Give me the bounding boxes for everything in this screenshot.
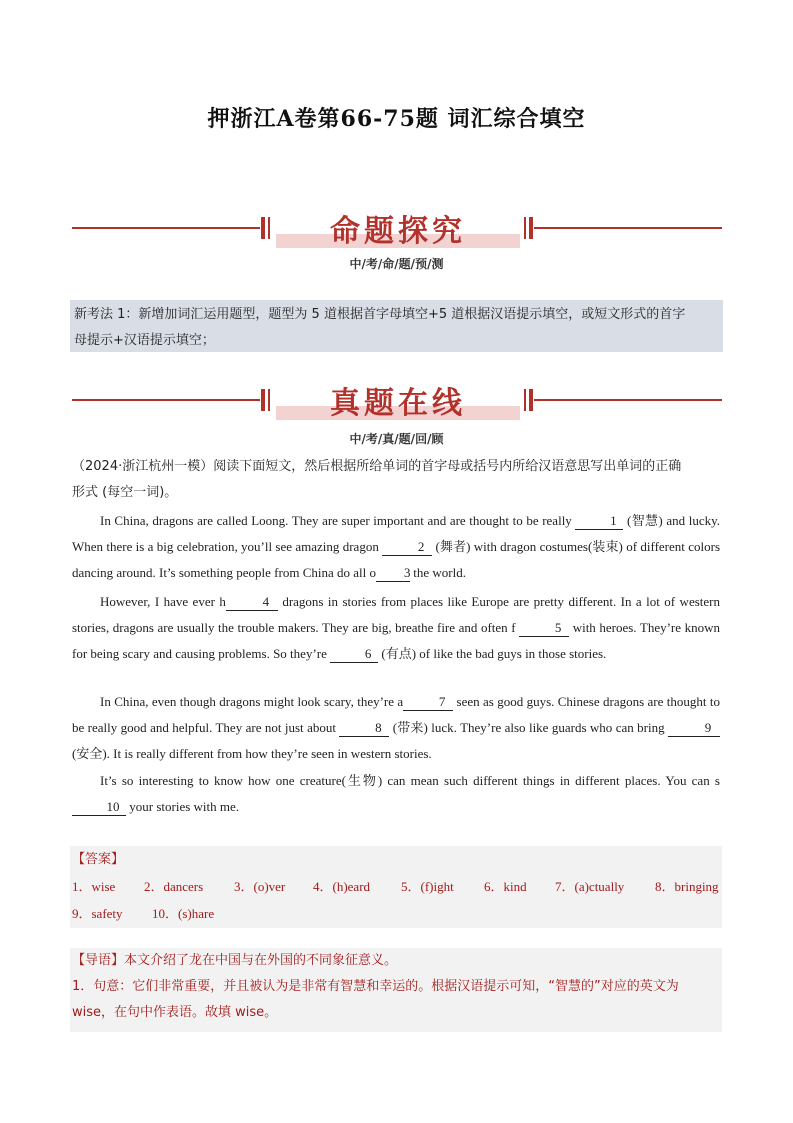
blank-10[interactable]: 10 (72, 799, 126, 816)
answer-item: 9．safety (72, 906, 123, 921)
banner-heading-box (276, 208, 520, 248)
blank-3[interactable]: 3 (376, 565, 410, 582)
passage-text: In China, even though dragons might look scary, they’re a (100, 694, 404, 709)
passage-text: (带来) luck. They’re also like guards who can bring (389, 720, 668, 735)
banner-bar (268, 389, 270, 411)
banner-bar (529, 389, 533, 411)
passage-paragraph-3 (72, 689, 720, 767)
answer-item: 8．bringing (655, 879, 719, 894)
blank-8[interactable]: 8 (339, 720, 389, 737)
banner-rule-right (534, 399, 722, 401)
passage-text: seen as good guys. Chinese dragons are thought to be really good and helpful. They are not just about (72, 694, 720, 735)
blank-6[interactable]: 6 (330, 646, 378, 663)
passage-paragraph-2 (72, 589, 720, 667)
passage-text: dragons in stories from places like Europe are pretty different. In a lot of western stories, dragons are usually the trouble makers. They are big, breathe fire and often f (72, 594, 720, 635)
blank-9[interactable]: 9 (668, 720, 720, 737)
blank-5[interactable]: 5 (519, 620, 569, 637)
section-banner-real-exam (72, 380, 722, 420)
answer-item: 5．(f)ight (401, 879, 454, 894)
section-banner-prediction (72, 208, 722, 248)
answer-item: 1．wise (72, 879, 116, 894)
answer-item: 2．dancers (144, 879, 204, 894)
banner-rule-left (72, 399, 260, 401)
banner-bar (529, 217, 533, 239)
section-heading: 命题探究 (330, 214, 466, 249)
passage-text: (有点) of like the bad guys in those stories. (378, 646, 607, 661)
blank-7[interactable]: 7 (403, 694, 453, 711)
passage-paragraph-1 (72, 508, 720, 586)
note-line: 母提示+汉语提示填空； (74, 333, 215, 348)
passage-text: (智慧) and lucky. When there is a big celebration, you’ll see amazing dragon (72, 513, 721, 554)
banner-heading-box (276, 380, 520, 420)
instructions (72, 454, 720, 506)
section-subheading: 中/考/真/题/回/顾 (349, 432, 444, 446)
banner-bar (524, 389, 526, 411)
answer-heading: 【答案】 (72, 852, 125, 867)
section-heading: 真题在线 (330, 386, 466, 421)
answer-item: 7．(a)ctually (555, 879, 625, 894)
guide-explanation: 1．句意：它们非常重要，并且被认为是非常有智慧和幸运的。根据汉语提示可知，“智慧的”对应的英文为 (72, 979, 679, 994)
passage-text: (安全). It is really different from how they’re seen in western stories. (72, 746, 432, 761)
passage-text: the world. (410, 565, 466, 580)
banner-rule-right (534, 227, 722, 229)
answer-item: 6．kind (484, 879, 527, 894)
blank-4[interactable]: 4 (226, 594, 278, 611)
guide-box (70, 948, 722, 1032)
guide-explanation: wise，在句中作表语。故填 wise。 (72, 1005, 278, 1020)
answer-item: 3．(o)ver (234, 879, 286, 894)
guide-intro: 【导语】本文介绍了龙在中国与在外国的不同象征意义。 (72, 953, 398, 968)
banner-bar (261, 217, 265, 239)
answer-item: 4．(h)eard (313, 879, 371, 894)
passage-text: It’s so interesting to know how one creature(生物) can mean such different things in different places. You can s (100, 773, 720, 788)
section-subheading: 中/考/命/题/预/测 (349, 257, 444, 271)
passage-text: your stories with me. (126, 799, 240, 814)
page-title: 押浙江A卷第66-75题 词汇综合填空 (207, 106, 586, 132)
instruction-line: （2024·浙江杭州一模）阅读下面短文，然后根据所给单词的首字母或括号内所给汉语意思写出单词的正确 (72, 459, 682, 474)
passage-text: In China, dragons are called Loong. They are super important and are thought to be really (100, 513, 576, 528)
note-line: 新考法 1：新增加词汇运用题型，题型为 5 道根据首字母填空+5 道根据汉语提示填空，或短文形式的首字 (74, 307, 686, 322)
passage-text: However, I have ever h (100, 594, 226, 609)
blank-2[interactable]: 2 (382, 539, 432, 556)
banner-bar (261, 389, 265, 411)
exam-note-box (70, 300, 723, 352)
banner-bar (268, 217, 270, 239)
passage-text: (舞者) with dragon costumes(装束) of different colors dancing around. It’s something people from China do all o (72, 539, 720, 580)
passage-paragraph-4 (72, 768, 720, 820)
banner-bar (524, 217, 526, 239)
answer-item: 10．(s)hare (152, 906, 215, 921)
answer-box (70, 846, 722, 928)
passage-text: with heroes. They’re known for being scary and causing problems. So they’re (72, 620, 720, 661)
blank-1[interactable]: 1 (575, 513, 623, 530)
banner-rule-left (72, 227, 260, 229)
instruction-line: 形式 (每空一词)。 (72, 485, 178, 500)
